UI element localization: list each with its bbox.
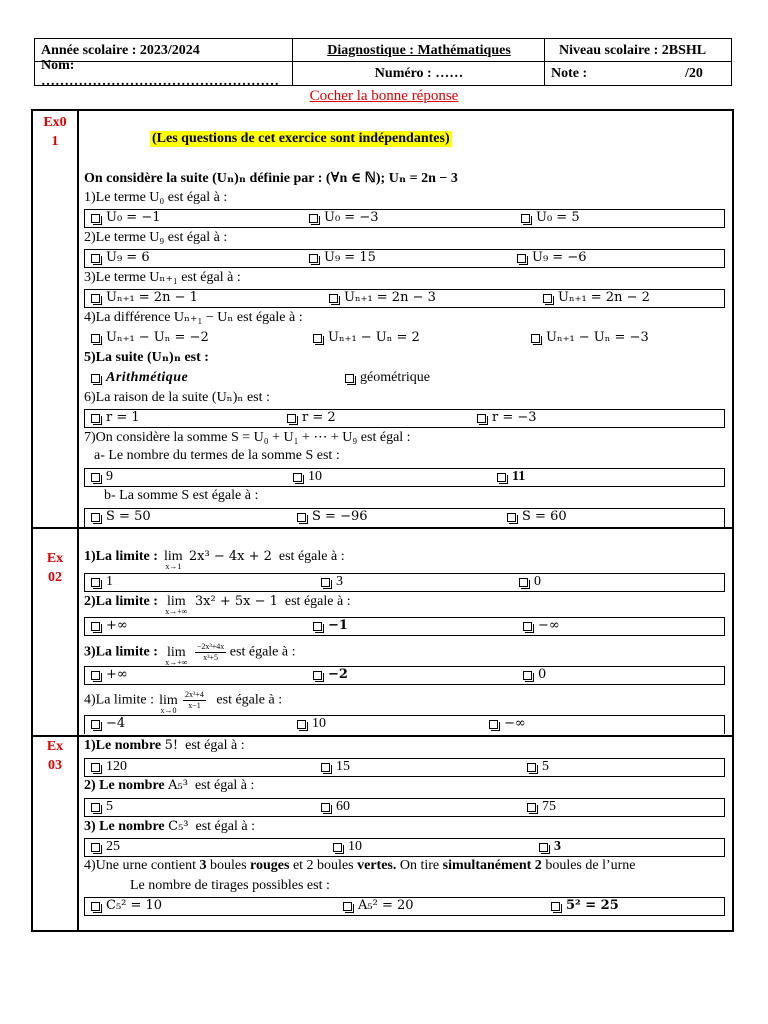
checkbox-icon[interactable] <box>91 513 100 522</box>
ex03-q4-text: et 2 boules <box>289 858 358 873</box>
checkbox-icon[interactable] <box>91 334 100 343</box>
option-label: U₀ = −1 <box>106 210 161 225</box>
ex01-q7a: a- Le nombre du termes de la somme S est : <box>94 448 340 463</box>
divider <box>292 39 293 85</box>
option-label: Uₙ₊₁ = 2n − 3 <box>344 290 436 305</box>
ex02-q2-expr: 3x² + 5x − 1 <box>194 594 278 609</box>
ex01-q6-text: 6)La raison de la suite (Uₙ)ₙ est : <box>84 390 270 405</box>
ex01-q7: 7)On considère la somme S = U₀ + U₁ + ⋯ + U₉ est égal : <box>84 430 411 445</box>
option-label: r = 1 <box>106 410 140 425</box>
ex03-q1-val: 5! <box>164 738 179 753</box>
exercise-separator <box>31 735 734 737</box>
option-label: S = −96 <box>312 509 368 524</box>
ex02-q1-expr: 2x³ − 4x + 2 <box>188 549 272 564</box>
checkbox-icon[interactable] <box>91 214 100 223</box>
exercise-separator <box>31 527 734 529</box>
ex01-q6-options <box>84 409 725 428</box>
checkbox-icon[interactable] <box>517 254 526 263</box>
checkbox-icon[interactable] <box>527 763 536 772</box>
option-label: 60 <box>336 799 350 814</box>
option-label: −∞ <box>504 716 526 731</box>
limit-operator <box>161 594 191 616</box>
checkbox-icon[interactable] <box>91 902 100 911</box>
ex02-q1 <box>84 549 345 571</box>
option-label: C₅² = 10 <box>106 898 163 913</box>
option-label: 3 <box>336 574 343 589</box>
ex03-q4-options <box>84 897 725 916</box>
ex01-q3-options <box>84 289 725 308</box>
option-a[interactable] <box>87 839 120 855</box>
ex01-q5-text: 5)La suite (Uₙ)ₙ est : <box>84 350 209 365</box>
checkbox-icon[interactable] <box>477 414 486 423</box>
checkbox-icon[interactable] <box>543 294 552 303</box>
option-label: 3 <box>554 839 561 854</box>
checkbox-icon[interactable] <box>91 294 100 303</box>
ex02-q3-post: est égale à : <box>229 644 296 660</box>
checkbox-icon[interactable] <box>91 671 100 680</box>
ex03-q4-text: vertes. <box>357 858 397 873</box>
checkbox-icon[interactable] <box>527 803 536 812</box>
ex01-q3: 3)Le terme Uₙ₊₁ est égal à : <box>84 270 241 285</box>
ex02-q1-post: est égale à : <box>278 549 345 564</box>
name-field[interactable]: Nom: …………………………………………… <box>41 57 279 89</box>
option-label: +∞ <box>106 667 128 682</box>
ex03-q3-val: C₅³ <box>168 819 189 834</box>
option-b[interactable] <box>309 618 348 634</box>
option-b[interactable] <box>325 290 436 306</box>
checkbox-icon[interactable] <box>333 843 342 852</box>
option-c[interactable] <box>519 618 560 634</box>
option-label: 0 <box>534 574 541 589</box>
option-b[interactable] <box>293 509 368 525</box>
checkbox-icon[interactable] <box>343 902 352 911</box>
option-label: Uₙ₊₁ = 2n − 2 <box>558 290 650 305</box>
option-label: −∞ <box>538 618 560 633</box>
option-label: S = 50 <box>106 509 151 524</box>
option-b[interactable] <box>309 330 420 346</box>
lim-sub: x→1 <box>165 562 182 571</box>
option-label: Uₙ₊₁ = 2n − 1 <box>106 290 198 305</box>
option-label: U₉ = 15 <box>324 250 376 265</box>
option-c[interactable] <box>493 469 525 485</box>
limit-operator <box>161 644 191 667</box>
option-c[interactable] <box>503 509 567 525</box>
option-a[interactable] <box>87 898 162 914</box>
ex02-q2-options <box>84 617 725 636</box>
ex02-q2-pre: 2)La limite : <box>84 594 158 609</box>
checkbox-icon[interactable] <box>91 803 100 812</box>
ex02-q4-pre: 4)La limite : <box>84 692 154 708</box>
option-label: 75 <box>542 799 556 814</box>
option-a[interactable] <box>87 509 151 525</box>
option-label: Uₙ₊₁ − Uₙ = −3 <box>546 330 649 345</box>
fraction-num: −2x³+4x <box>196 642 225 651</box>
checkbox-icon[interactable] <box>519 578 528 587</box>
ex02-q3-pre: 3)La limite : <box>84 644 158 660</box>
option-label: −1 <box>328 618 348 633</box>
option-label: Uₙ₊₁ − Uₙ = −2 <box>106 330 209 345</box>
option-label: 11 <box>512 469 526 484</box>
ex01-q4-options <box>84 329 725 348</box>
ex03-q4-text: On tire <box>396 858 443 873</box>
lim-sub: x→0 <box>160 705 177 715</box>
checkbox-icon[interactable] <box>329 294 338 303</box>
ex01-q2: 2)Le terme U₉ est égal à : <box>84 230 228 245</box>
fraction-den: x³+5 <box>203 653 219 662</box>
option-b[interactable] <box>317 574 343 590</box>
checkbox-icon[interactable] <box>345 374 354 383</box>
option-b[interactable] <box>317 799 350 815</box>
option-c[interactable] <box>485 716 526 732</box>
option-a[interactable] <box>87 574 113 590</box>
ex01-label: Ex0 1 <box>43 115 67 149</box>
checkbox-icon[interactable] <box>91 374 100 383</box>
checkbox-icon[interactable] <box>91 763 100 772</box>
option-label: 9 <box>106 469 113 484</box>
lim-sub: x→+∞ <box>165 657 188 667</box>
lim-text: lim <box>164 549 183 564</box>
option-a[interactable] <box>87 759 127 775</box>
option-label: Uₙ₊₁ − Uₙ = 2 <box>328 330 420 345</box>
ex03-q2-options <box>84 798 725 817</box>
diagnostic-title-text: Diagnostique : Mathématiques <box>327 42 511 58</box>
ex02-q4-options <box>84 715 725 734</box>
checkbox-icon[interactable] <box>313 334 322 343</box>
option-b[interactable] <box>283 410 336 426</box>
option-label: 120 <box>106 759 127 774</box>
ex03-q4-text: simultanément 2 <box>442 858 542 873</box>
option-a[interactable] <box>87 667 128 683</box>
option-label: −2 <box>328 667 348 682</box>
lim-text: lim <box>167 644 186 660</box>
ex03-q1-options <box>84 758 725 777</box>
option-c[interactable] <box>547 898 619 914</box>
ex01-q7b: b- La somme S est égale à : <box>104 488 259 503</box>
option-b[interactable] <box>341 370 430 386</box>
option-b[interactable] <box>293 716 326 732</box>
ex03-q3-options <box>84 838 725 857</box>
checkbox-icon[interactable] <box>321 763 330 772</box>
option-b[interactable] <box>309 667 348 683</box>
option-a[interactable] <box>87 799 113 815</box>
ex02-q2-post: est égale à : <box>284 594 351 609</box>
ex02-q1-pre: 1)La limite : <box>84 549 158 564</box>
checkbox-icon[interactable] <box>91 622 100 631</box>
ex01-q5-options <box>84 369 725 388</box>
checkbox-icon[interactable] <box>321 578 330 587</box>
ex01-q7b-options <box>84 508 725 527</box>
checkbox-icon[interactable] <box>91 720 100 729</box>
ex01-q1-options <box>84 209 725 228</box>
ex03-q3 <box>84 819 255 835</box>
option-a[interactable] <box>87 370 188 386</box>
fraction-den: x−1 <box>188 701 201 710</box>
ex01-q6 <box>84 389 270 406</box>
checkbox-icon[interactable] <box>313 671 322 680</box>
option-c[interactable] <box>523 799 556 815</box>
checkbox-icon[interactable] <box>489 720 498 729</box>
checkbox-icon[interactable] <box>523 671 532 680</box>
checkbox-icon[interactable] <box>531 334 540 343</box>
ex03-q2-post: est égal à : <box>194 778 255 793</box>
ex03-q1-pre: 1)Le nombre <box>84 738 162 753</box>
checkbox-icon[interactable] <box>91 843 100 852</box>
option-label: 1 <box>106 574 113 589</box>
lim-text: lim <box>167 594 186 609</box>
option-label: 25 <box>106 839 120 854</box>
fraction <box>183 690 206 711</box>
checkbox-icon[interactable] <box>539 843 548 852</box>
checkbox-icon[interactable] <box>91 254 100 263</box>
option-a[interactable] <box>87 618 128 634</box>
option-label: −4 <box>106 716 126 731</box>
number-field[interactable]: Numéro : …… <box>374 65 464 81</box>
note-label: Note : <box>551 65 588 81</box>
option-c[interactable] <box>513 250 587 266</box>
checkbox-icon[interactable] <box>309 214 318 223</box>
checkbox-icon[interactable] <box>287 414 296 423</box>
option-label: 10 <box>308 469 322 484</box>
option-label: A₅² = 20 <box>358 898 414 913</box>
checkbox-icon[interactable] <box>497 473 506 482</box>
checkbox-icon[interactable] <box>321 803 330 812</box>
checkbox-icon[interactable] <box>91 473 100 482</box>
ex01-intro: On considère la suite (Uₙ)ₙ définie par : (∀n ∈ ℕ); Uₙ = 2n − 3 <box>84 171 458 186</box>
checkbox-icon[interactable] <box>91 578 100 587</box>
limit-operator <box>161 549 185 571</box>
option-label: U₉ = 6 <box>106 250 150 265</box>
ex03-label: Ex 03 <box>46 739 64 773</box>
option-c[interactable] <box>535 839 561 855</box>
option-a[interactable] <box>87 469 113 485</box>
option-b[interactable] <box>317 759 350 775</box>
option-c[interactable] <box>515 574 541 590</box>
option-b[interactable] <box>339 898 414 914</box>
option-label: 10 <box>312 716 326 731</box>
option-label: 10 <box>348 839 362 854</box>
option-a[interactable] <box>87 410 140 426</box>
option-c[interactable] <box>523 759 549 775</box>
option-a[interactable] <box>87 330 209 346</box>
option-label: 5 <box>542 759 549 774</box>
ex03-q1-post: est égal à : <box>185 738 245 753</box>
option-c[interactable] <box>519 667 546 683</box>
option-label: U₀ = 5 <box>536 210 580 225</box>
option-a[interactable] <box>87 290 198 306</box>
ex02-q4 <box>84 690 283 715</box>
instruction: Cocher la bonne réponse <box>309 88 459 104</box>
option-b[interactable] <box>289 469 322 485</box>
label-column-divider <box>77 110 79 931</box>
option-b[interactable] <box>329 839 362 855</box>
option-c[interactable] <box>517 210 580 226</box>
option-c[interactable] <box>473 410 537 426</box>
ex03-q3-pre: 3) Le nombre <box>84 819 165 834</box>
school-year: Année scolaire : 2023/2024 <box>41 42 200 58</box>
ex03-q4-text: rouges <box>250 858 290 873</box>
ex03-q4-text: 3 <box>199 858 207 873</box>
option-a[interactable] <box>87 716 125 732</box>
option-label: géométrique <box>360 370 430 385</box>
option-label: 15 <box>336 759 350 774</box>
ex01-q5 <box>84 349 209 366</box>
option-label: +∞ <box>106 618 128 633</box>
ex02-q2 <box>84 594 351 616</box>
ex02-q4-post: est égale à : <box>216 692 283 708</box>
ex03-q2 <box>84 778 254 794</box>
ex03-q4-text: 4)Une urne contient <box>84 858 200 873</box>
checkbox-icon[interactable] <box>293 473 302 482</box>
ex02-q3-options <box>84 666 725 685</box>
ex03-q4 <box>84 858 636 874</box>
option-label: 5² = 25 <box>566 898 619 913</box>
checkbox-icon[interactable] <box>521 214 530 223</box>
ex02-label: Ex 02 <box>46 551 64 585</box>
lim-text: lim <box>159 692 178 708</box>
diagnostic-title <box>293 39 545 62</box>
ex03-q4-text: boules <box>206 858 251 873</box>
checkbox-icon[interactable] <box>313 622 322 631</box>
option-c[interactable] <box>527 330 649 346</box>
option-b[interactable] <box>305 210 379 226</box>
ex01-q1: 1)Le terme U₀ est égal à : <box>84 190 228 205</box>
ex02-q3 <box>84 642 296 667</box>
option-label: Arithmétique <box>106 370 189 385</box>
ex01-note: (Les questions de cet exercice sont indépendantes) <box>152 131 450 146</box>
checkbox-icon[interactable] <box>523 622 532 631</box>
ex03-q4-text: boules de l’urne <box>541 858 636 873</box>
checkbox-icon[interactable] <box>507 513 516 522</box>
lim-sub: x→+∞ <box>165 607 188 616</box>
fraction <box>195 642 226 663</box>
checkbox-icon[interactable] <box>309 254 318 263</box>
level: Niveau scolaire : 2BSHL <box>559 42 707 58</box>
header-table <box>34 38 732 89</box>
ex03-q1 <box>84 738 245 754</box>
fraction-num: 2x³+4 <box>184 690 204 699</box>
option-a[interactable] <box>87 210 161 226</box>
option-label: r = −3 <box>492 410 537 425</box>
option-b[interactable] <box>305 250 376 266</box>
ex01-q7a-options <box>84 468 725 487</box>
option-c[interactable] <box>539 290 650 306</box>
option-label: r = 2 <box>302 410 336 425</box>
divider <box>544 39 545 85</box>
checkbox-icon[interactable] <box>551 902 560 911</box>
ex01-q4: 4)La différence Uₙ₊₁ − Uₙ est égale à : <box>84 310 303 325</box>
note-field[interactable] <box>545 62 733 85</box>
ex03-q2-val: A₅³ <box>168 778 188 793</box>
option-label: 0 <box>538 667 547 682</box>
ex03-q4-line2: Le nombre de tirages possibles est : <box>130 878 330 893</box>
limit-operator <box>157 692 179 715</box>
checkbox-icon[interactable] <box>297 513 306 522</box>
option-label: 5 <box>106 799 113 814</box>
ex01-q2-options <box>84 249 725 268</box>
divider <box>35 61 731 62</box>
note-total: /20 <box>685 65 703 81</box>
option-label: U₉ = −6 <box>532 250 587 265</box>
option-label: S = 60 <box>522 509 567 524</box>
ex02-q1-options <box>84 573 725 592</box>
checkbox-icon[interactable] <box>297 720 306 729</box>
option-a[interactable] <box>87 250 150 266</box>
ex03-q3-post: est égal à : <box>195 819 255 834</box>
ex03-q2-pre: 2) Le nombre <box>84 778 165 793</box>
checkbox-icon[interactable] <box>91 414 100 423</box>
option-label: U₀ = −3 <box>324 210 379 225</box>
